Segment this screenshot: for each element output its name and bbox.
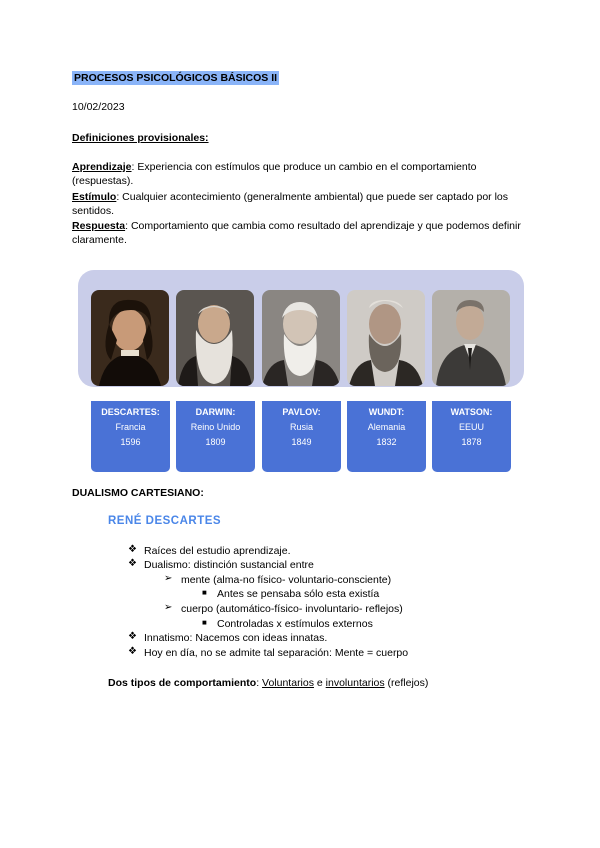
conjunction: e bbox=[313, 677, 326, 689]
voluntary-text: Voluntarios bbox=[262, 677, 314, 689]
definition-respuesta bbox=[72, 219, 532, 247]
scientist-card-pavlov bbox=[262, 401, 341, 472]
definition-text: : Experiencia con estímulos que produce un cambio en el comportamiento (respuestas). bbox=[72, 161, 477, 187]
scientist-name: PAVLOV: bbox=[282, 407, 321, 417]
portrait-pavlov bbox=[262, 290, 340, 386]
square-bullet-icon: ■ bbox=[202, 588, 207, 597]
portrait-watson bbox=[432, 290, 510, 386]
scientist-card-descartes bbox=[91, 401, 170, 472]
definition-term: Estímulo bbox=[72, 191, 117, 203]
portrait-wundt bbox=[347, 290, 425, 386]
scientist-country: Rusia bbox=[289, 422, 313, 432]
definitions-heading: Definiciones provisionales: bbox=[72, 132, 209, 144]
document-date: 10/02/2023 bbox=[72, 101, 125, 113]
involuntary-text: involuntarios bbox=[325, 677, 385, 689]
list-item: cuerpo (automático-físico- involuntario- reflejos) bbox=[181, 603, 403, 615]
arrow-bullet-icon: ➢ bbox=[164, 602, 173, 613]
portrait-descartes bbox=[91, 290, 169, 386]
behavior-types-label: Dos tipos de comportamiento bbox=[108, 677, 257, 689]
square-bullet-icon: ■ bbox=[202, 618, 207, 627]
scientist-card-watson bbox=[432, 401, 511, 472]
scientist-year: 1849 bbox=[291, 437, 312, 447]
definition-text: : Comportamiento que cambia como resultado del aprendizaje y que podemos definir claramente. bbox=[72, 220, 521, 246]
reflexes-text: (reflejos) bbox=[384, 677, 429, 689]
scientist-country: Alemania bbox=[367, 422, 406, 432]
scientist-card-wundt bbox=[347, 401, 426, 472]
definition-estimulo bbox=[72, 190, 532, 218]
list-item: Raíces del estudio aprendizaje. bbox=[144, 545, 291, 557]
list-item: Controladas x estímulos externos bbox=[217, 618, 373, 630]
definition-term: Aprendizaje bbox=[72, 161, 132, 173]
list-item: Dualismo: distinción sustancial entre bbox=[144, 559, 314, 571]
diamond-bullet-icon: ❖ bbox=[128, 544, 137, 555]
section-heading-dualismo: DUALISMO CARTESIANO: bbox=[72, 487, 204, 499]
portrait-darwin bbox=[176, 290, 254, 386]
scientist-name: DESCARTES: bbox=[101, 407, 160, 417]
scientist-name: WUNDT: bbox=[368, 407, 405, 417]
scientist-name: DARWIN: bbox=[195, 407, 236, 417]
list-item: Hoy en día, no se admite tal separación: Mente = cuerpo bbox=[144, 647, 409, 659]
diamond-bullet-icon: ❖ bbox=[128, 646, 137, 657]
diamond-bullet-icon: ❖ bbox=[128, 558, 137, 569]
definition-aprendizaje bbox=[72, 160, 532, 188]
scientist-year: 1832 bbox=[376, 437, 397, 447]
definition-term: Respuesta bbox=[72, 220, 126, 232]
scientist-country: Reino Unido bbox=[190, 422, 241, 432]
arrow-bullet-icon: ➢ bbox=[164, 573, 173, 584]
scientist-year: 1878 bbox=[461, 437, 482, 447]
scientist-country: Francia bbox=[115, 422, 146, 432]
list-item: mente (alma-no físico- voluntario-consciente) bbox=[181, 574, 392, 586]
document-title: PROCESOS PSICOLÓGICOS BÁSICOS II bbox=[74, 72, 278, 84]
colon: : bbox=[256, 677, 263, 689]
scientist-card-darwin bbox=[176, 401, 255, 472]
scientist-country: EEUU bbox=[458, 422, 484, 432]
scientist-year: 1596 bbox=[120, 437, 141, 447]
subheading-rene-descartes: RENÉ DESCARTES bbox=[108, 515, 222, 527]
scientist-name: WATSON: bbox=[450, 407, 493, 417]
diamond-bullet-icon: ❖ bbox=[128, 631, 137, 642]
definition-text: : Cualquier acontecimiento (generalmente ambiental) que puede ser captado por los sentidos. bbox=[72, 191, 508, 217]
list-item: Innatismo: Nacemos con ideas innatas. bbox=[144, 632, 328, 644]
scientist-year: 1809 bbox=[205, 437, 226, 447]
list-item: Antes se pensaba sólo esta existía bbox=[217, 588, 380, 600]
behavior-types-line bbox=[108, 677, 428, 689]
